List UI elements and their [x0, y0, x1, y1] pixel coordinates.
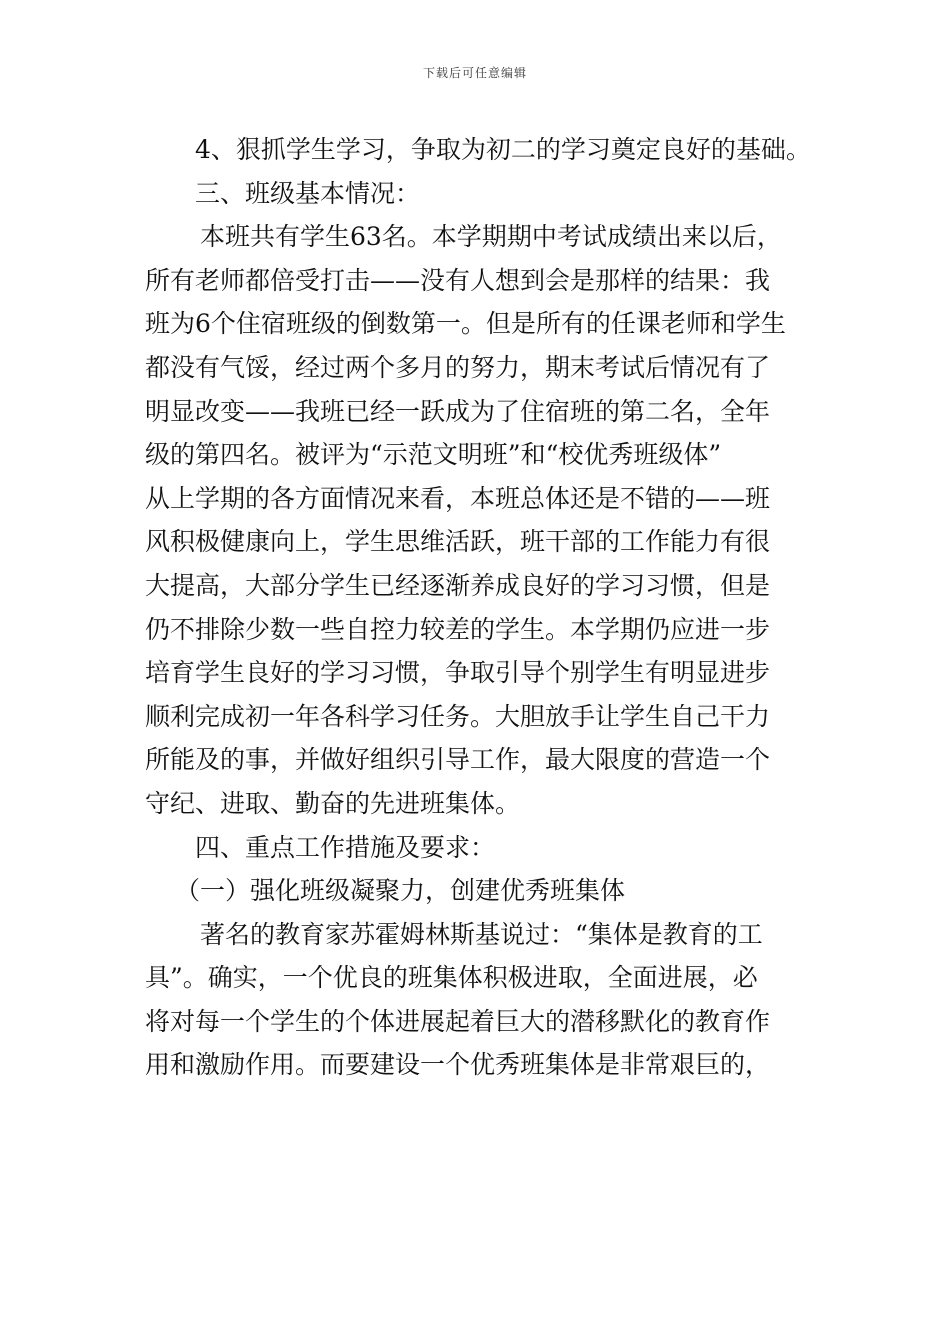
paragraph-line: 具”。确实，一个优良的班集体积极进取，全面进展，必 [145, 963, 758, 993]
section-heading: 三、班级基本情况： [195, 178, 421, 208]
paragraph-line: 培育学生良好的学习习惯，争取引导个别学生有明显进步 [145, 658, 771, 688]
paragraph-line: 4、狠抓学生学习，争取为初二的学习奠定良好的基础。 [195, 135, 811, 164]
paragraph-line: 仍不排除少数一些自控力较差的学生。本学期仍应进一步 [145, 614, 771, 644]
paragraph-line: 班为6个住宿班级的倒数第一。但是所有的任课老师和学生 [145, 309, 786, 339]
document-body [145, 128, 810, 1087]
paragraph-line: 明显改变——我班已经一跃成为了住宿班的第二名，全年 [145, 396, 771, 426]
paragraph-line: 将对每一个学生的个体进展起着巨大的潜移默化的教育作 [145, 1006, 771, 1036]
paragraph-line: 风积极健康向上，学生思维活跃，班干部的工作能力有很 [145, 527, 771, 557]
paragraph-line: 从上学期的各方面情况来看，本班总体还是不错的——班 [145, 483, 771, 513]
paragraph-line: 用和激励作用。而要建设一个优秀班集体是非常艰巨的， [145, 1050, 771, 1080]
section-heading: 四、重点工作措施及要求： [195, 832, 496, 862]
paragraph-line: 著名的教育家苏霍姆林斯基说过：“集体是教育的工 [200, 919, 763, 949]
paragraph-line: 都没有气馁，经过两个多月的努力，期末考试后情况有了 [145, 352, 771, 382]
paragraph-line: 守纪、进取、勤奋的先进班集体。 [145, 788, 521, 818]
subsection-heading: （一）强化班级凝聚力，创建优秀班集体 [175, 876, 626, 906]
page-header-note: 下载后可任意编辑 [422, 66, 527, 80]
paragraph-line: 所有老师都倍受打击——没有人想到会是那样的结果：我 [145, 265, 771, 295]
paragraph-line: 级的第四名。被评为“示范文明班”和“校优秀班级体” [145, 440, 722, 470]
paragraph-line: 所能及的事，并做好组织引导工作，最大限度的营造一个 [145, 745, 771, 775]
paragraph-line: 大提高，大部分学生已经逐渐养成良好的学习习惯，但是 [145, 570, 771, 600]
paragraph-line: 顺利完成初一年各科学习任务。大胆放手让学生自己干力 [145, 701, 771, 731]
paragraph-line: 本班共有学生63名。本学期期中考试成绩出来以后， [200, 222, 782, 252]
